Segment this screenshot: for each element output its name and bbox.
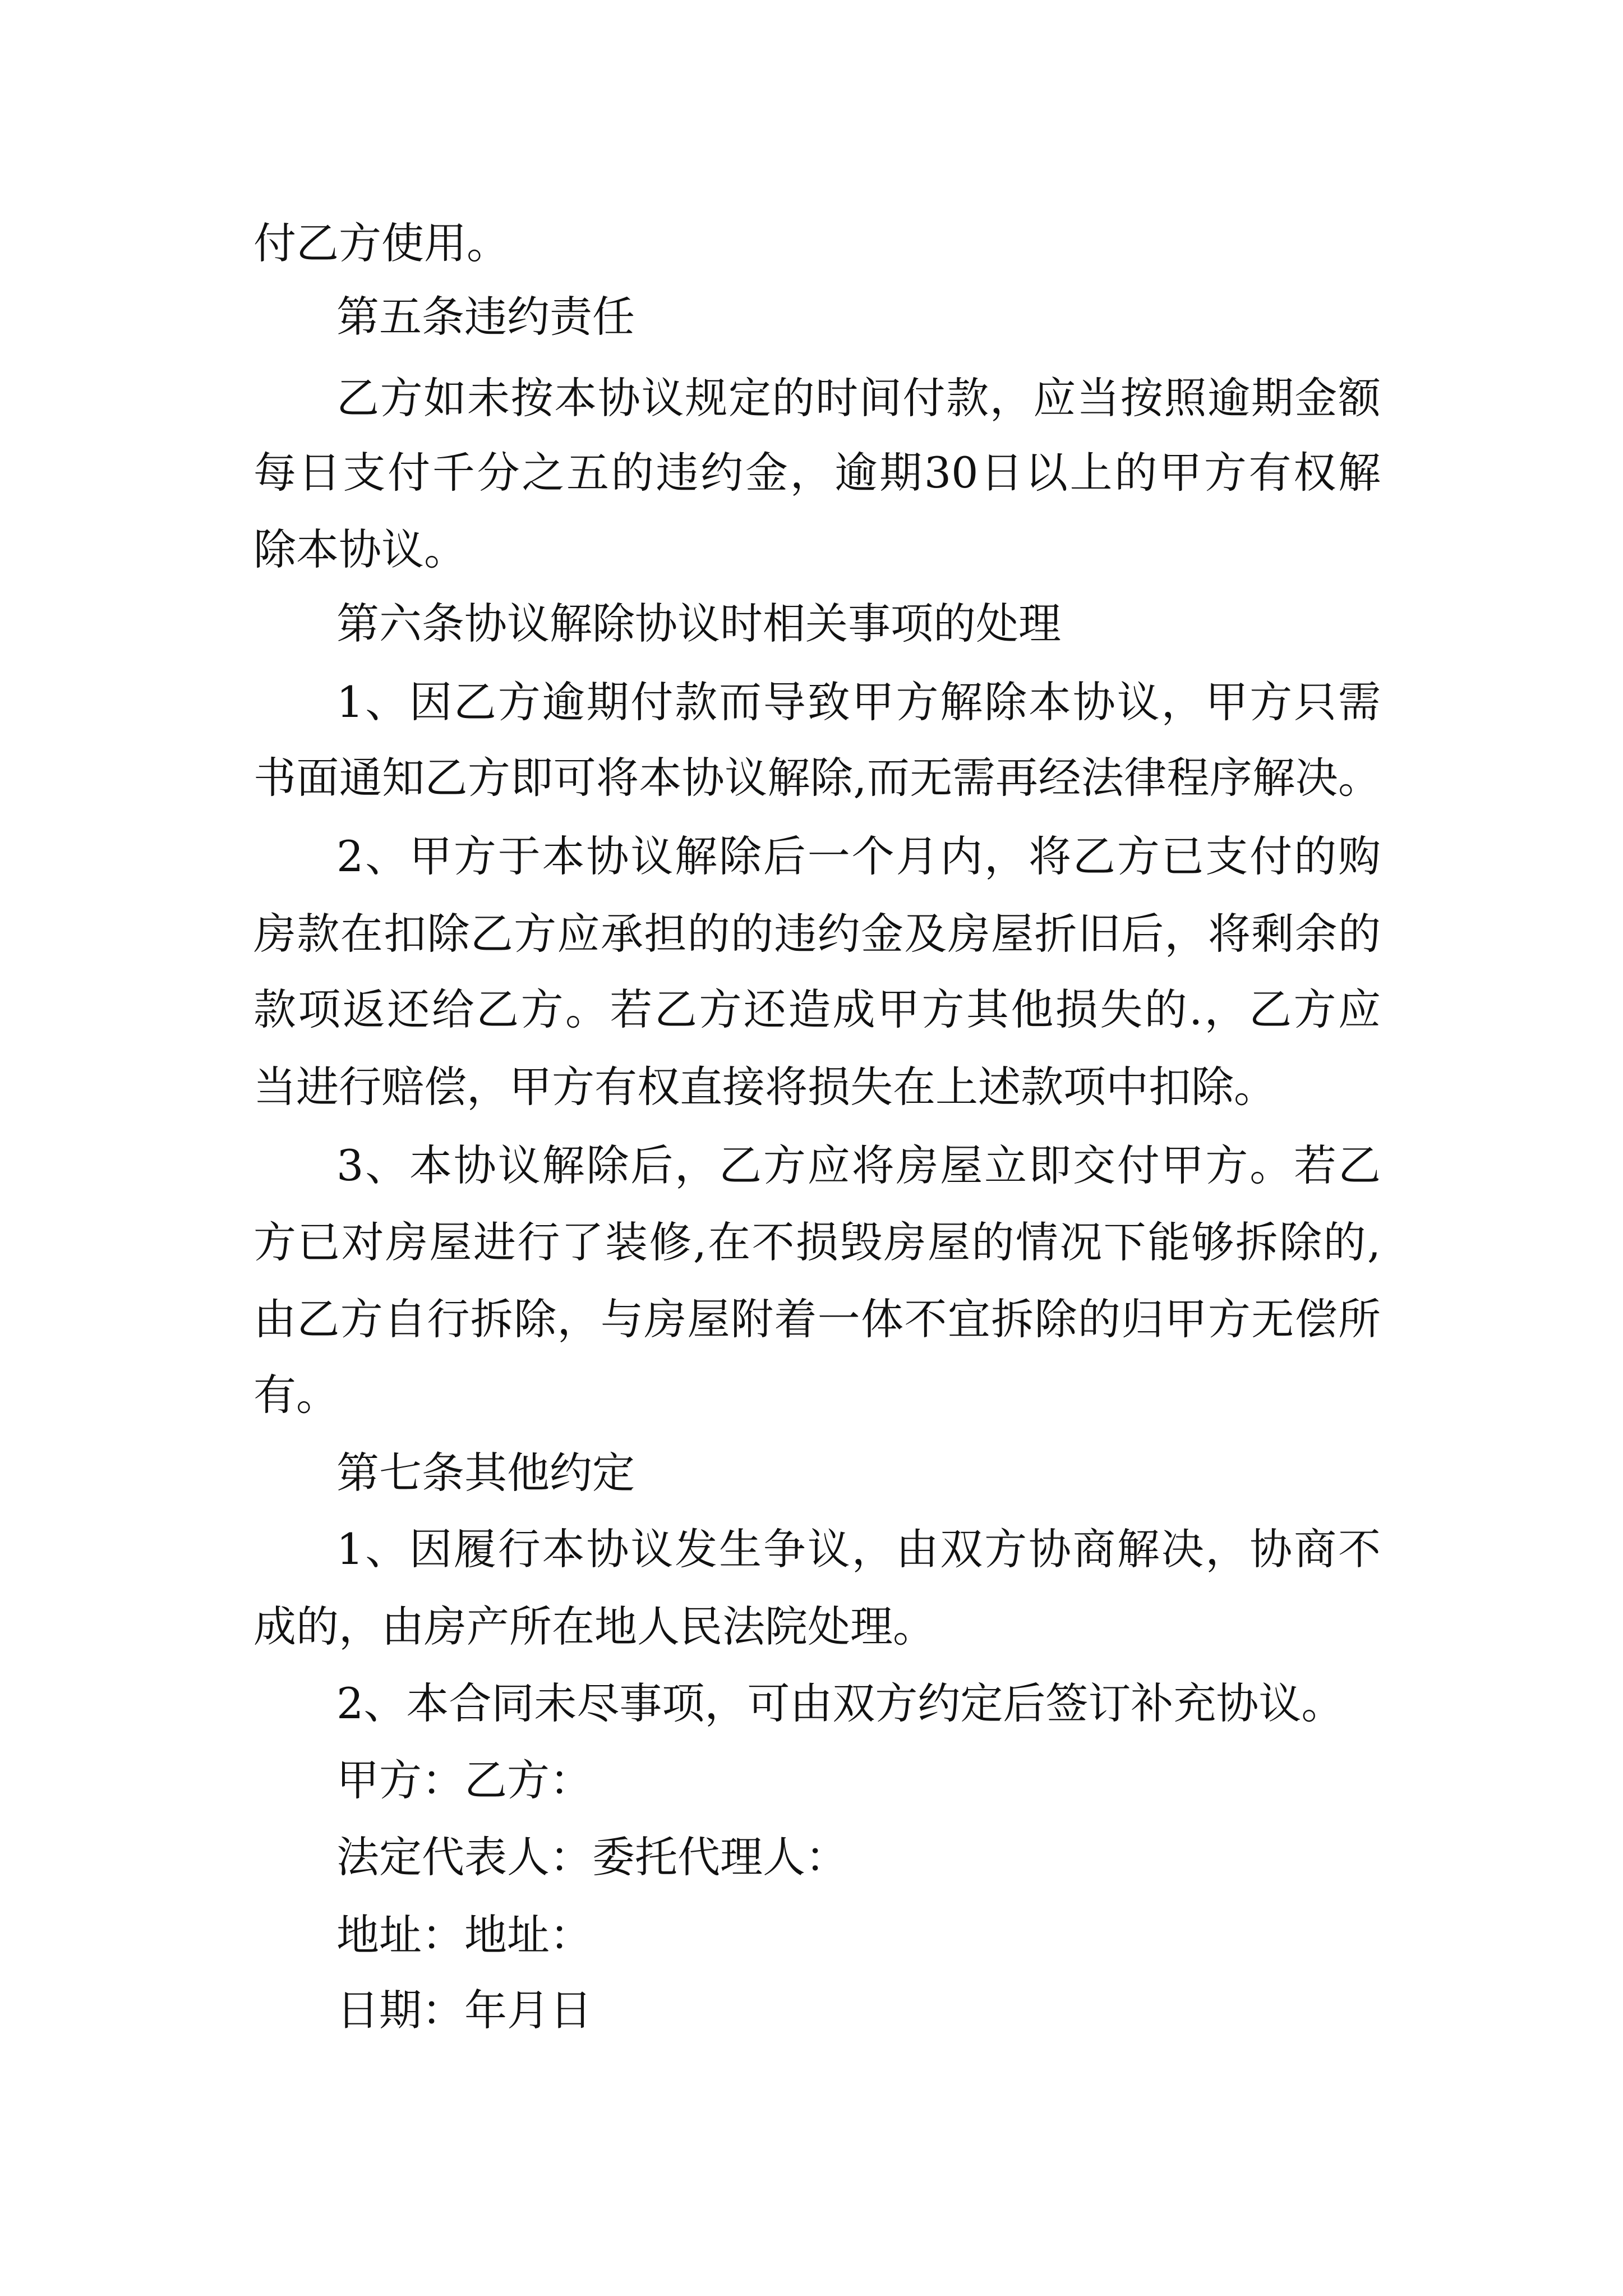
paragraph-line: 乙方如未按本协议规定的时间付款，应当按照逾期金额 (336, 373, 1381, 423)
signature-field: 法定代表人：委托代理人： (336, 1832, 848, 1882)
paragraph-line: 成的，由房产所在地人民法院处理。 (253, 1602, 935, 1651)
paragraph-line: 房款在扣除乙方应承担的的违约金及房屋折旧后，将剩余的 (253, 909, 1381, 959)
paragraph-line: 3、本协议解除后，乙方应将房屋立即交付甲方。若乙 (336, 1140, 1381, 1190)
paragraph-line: 方已对房屋进行了装修,在不损毁房屋的情况下能够拆除的, (253, 1217, 1381, 1267)
paragraph-line: 有。 (253, 1370, 339, 1420)
signature-field: 甲方：乙方： (336, 1755, 592, 1805)
paragraph-line: 付乙方使用。 (253, 218, 509, 268)
paragraph-line: 每日支付千分之五的违约金，逾期30日以上的甲方有权解 (253, 448, 1381, 498)
paragraph-line: 1、因履行本协议发生争议，由双方协商解决，协商不 (336, 1524, 1381, 1574)
paragraph-line: 1、因乙方逾期付款而导致甲方解除本协议，甲方只需 (336, 677, 1381, 727)
paragraph-line: 书面通知乙方即可将本协议解除,而无需再经法律程序解决。 (253, 753, 1381, 803)
paragraph-line: 2、甲方于本协议解除后一个月内，将乙方已支付的购 (336, 831, 1381, 881)
signature-field: 地址：地址： (336, 1910, 592, 1960)
section-heading: 第六条协议解除协议时相关事项的处理 (336, 599, 1061, 648)
paragraph-line: 除本协议。 (253, 524, 467, 574)
paragraph-line: 由乙方自行拆除，与房屋附着一体不宜拆除的归甲方无偿所 (253, 1294, 1381, 1344)
paragraph-line: 2、本合同未尽事项，可由双方约定后签订补充协议。 (336, 1678, 1344, 1728)
signature-field: 日期：年月日 (336, 1985, 592, 2035)
section-heading: 第七条其他约定 (336, 1448, 635, 1498)
section-heading: 第五条违约责任 (336, 292, 635, 342)
paragraph-line: 款项返还给乙方。若乙方还造成甲方其他损失的.，乙方应 (253, 984, 1381, 1034)
paragraph-line: 当进行赔偿，甲方有权直接将损失在上述款项中扣除。 (253, 1062, 1276, 1112)
